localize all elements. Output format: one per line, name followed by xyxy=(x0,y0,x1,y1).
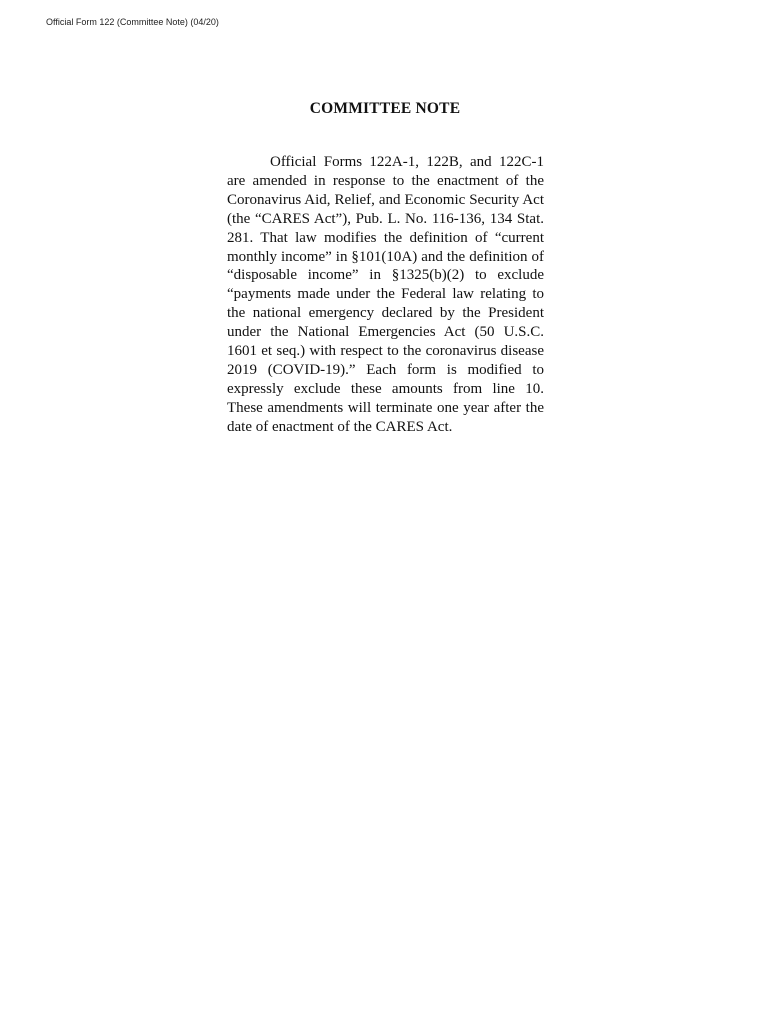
committee-note-title: COMMITTEE NOTE xyxy=(309,100,461,117)
committee-note-body: Official Forms 122A-1, 122B, and 122C-1 are amended in response to the enactment of the Coronavirus Aid, Relief, and Economic Security Act (the “CARES Act”), Pub. L. No. 116-136, 134 Stat. 281. That law modifies the definition of “current monthly income” in §101(10A) and the definition of “disposable income” in §1325(b)(2) to exclude “payments made under the Federal law relating to the national emergency declared by the President under the National Emergencies Act (50 U.S.C. 1601 et seq.) with respect to the coronavirus disease 2019 (COVID-19).” Each form is modified to expressly exclude these amounts from line 10. These amendments will terminate one year after the date of enactment of the CARES Act. xyxy=(227,154,544,435)
form-header-label: Official Form 122 (Committee Note) (04/20) xyxy=(46,17,219,27)
